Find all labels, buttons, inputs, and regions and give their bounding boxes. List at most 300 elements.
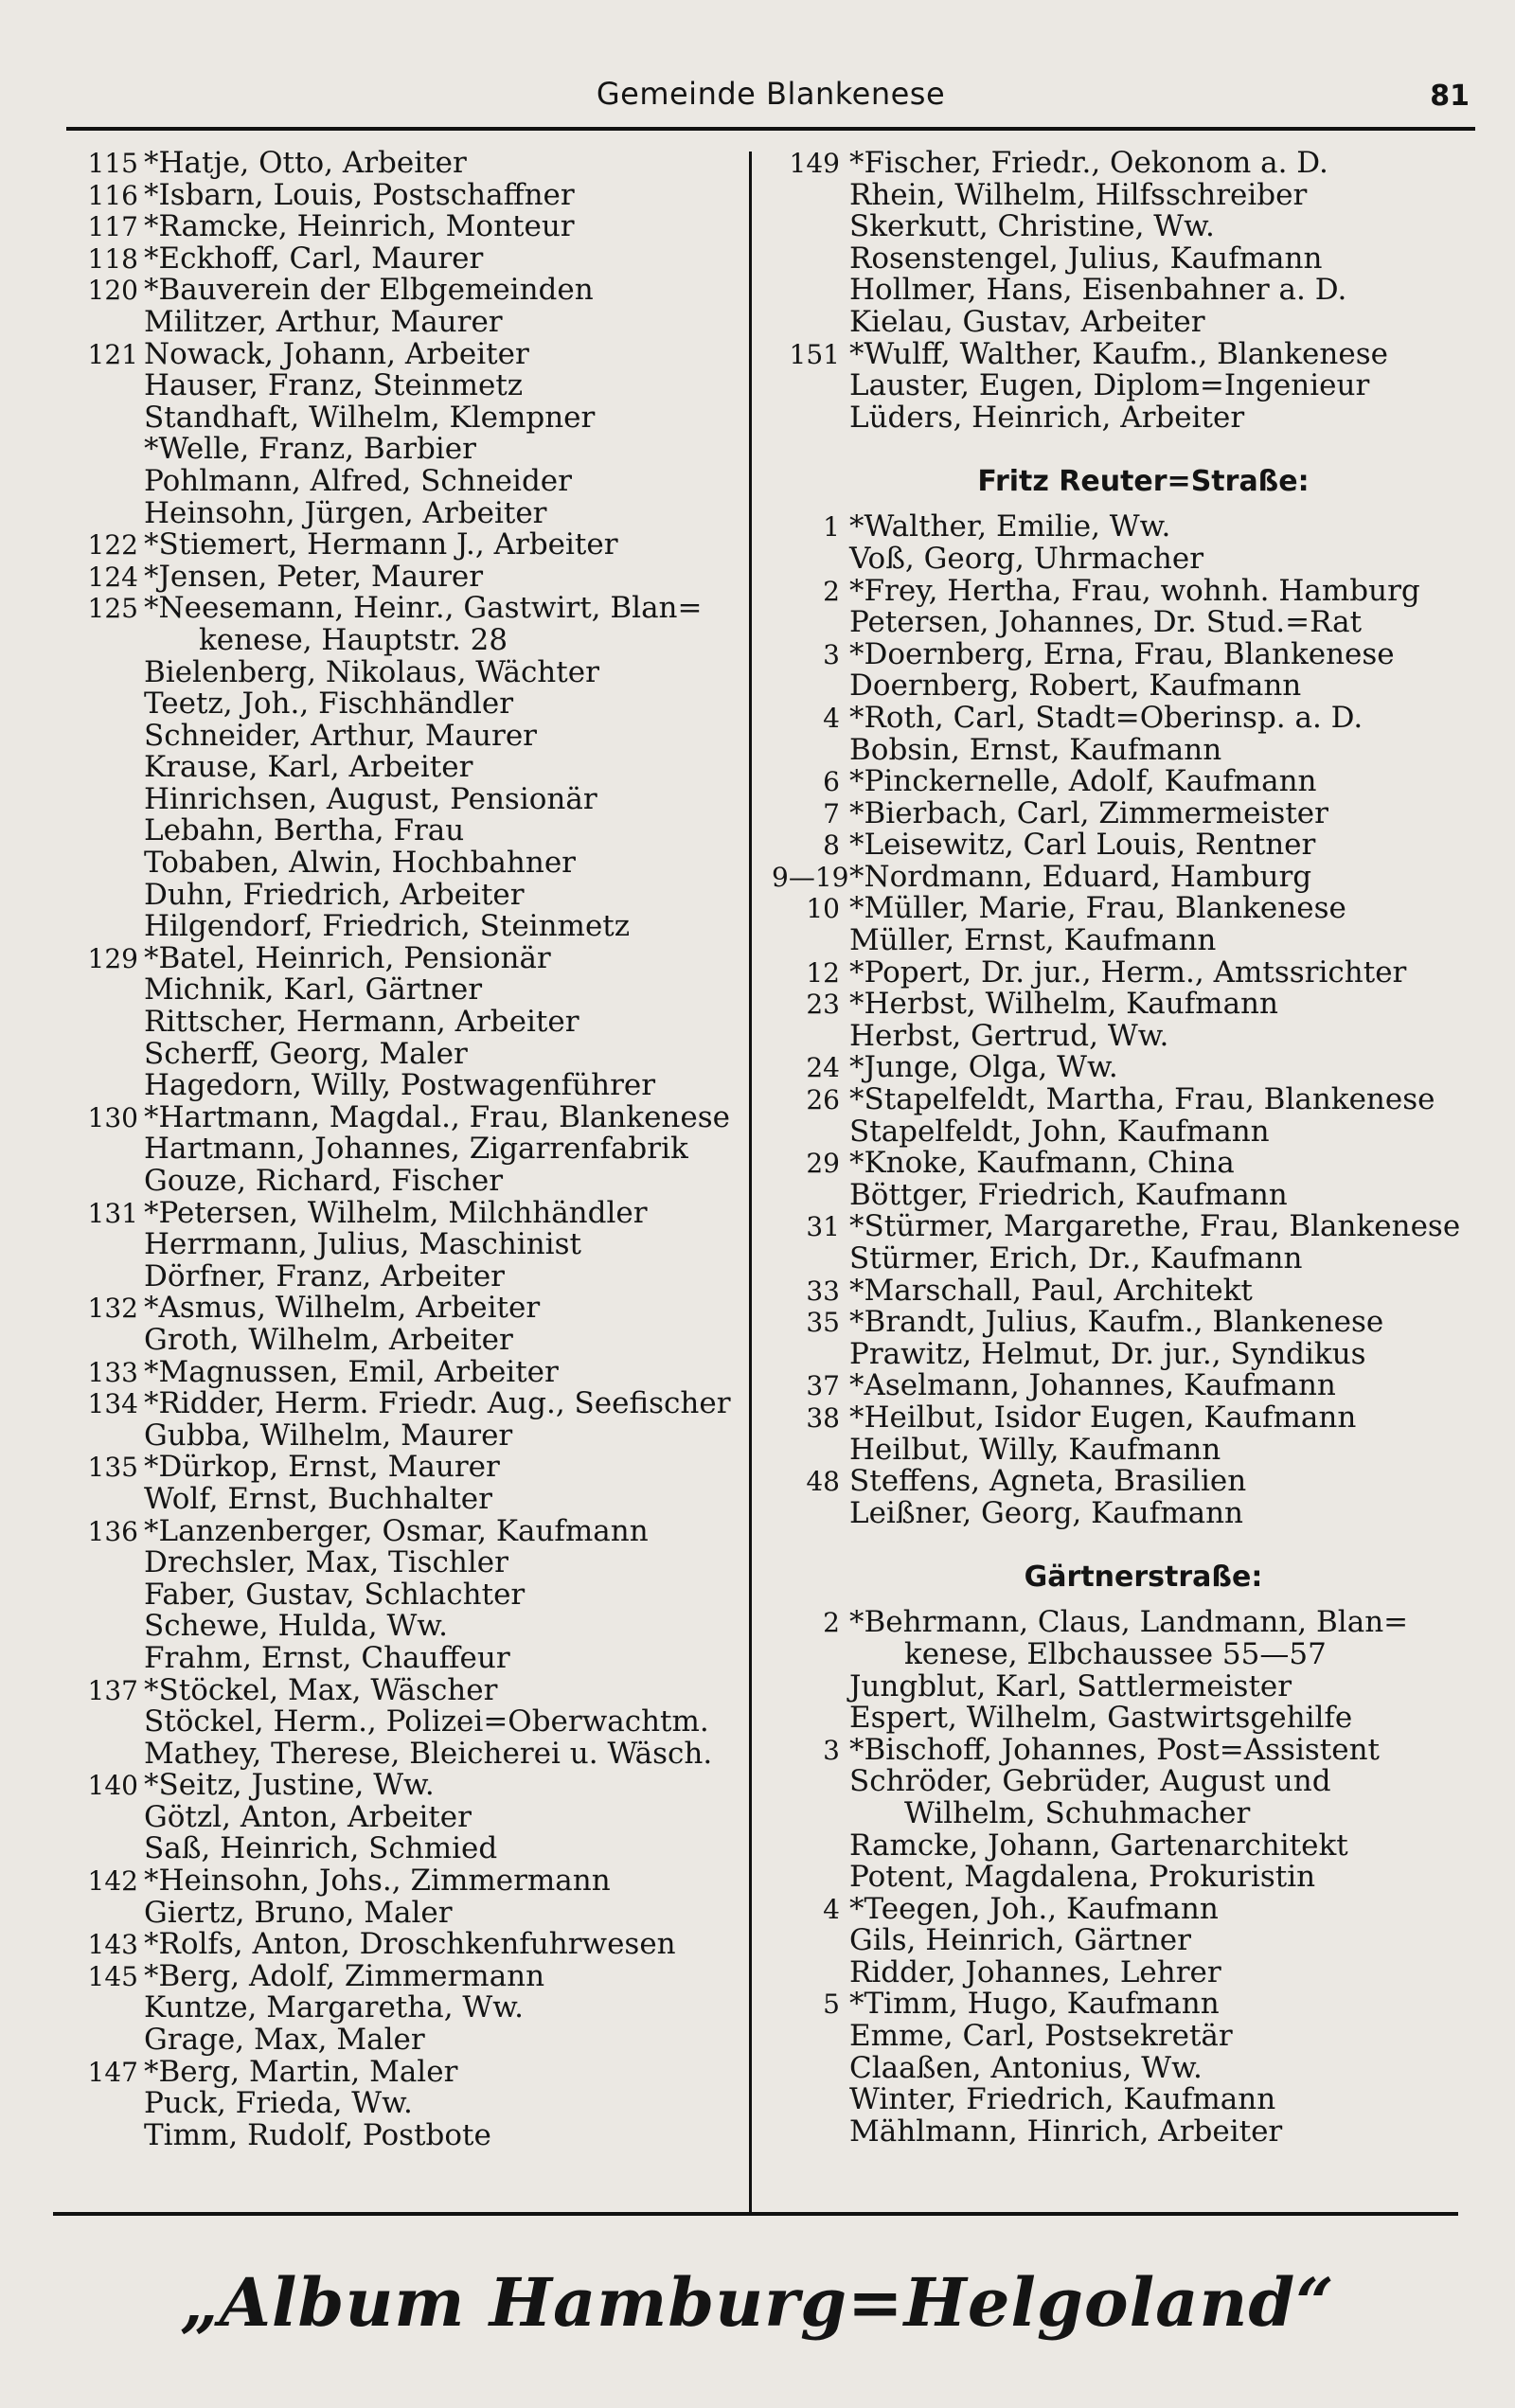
directory-entry <box>772 1795 1477 1830</box>
resident-entry: *Roth, Carl, Stadt=Oberinsp. a. D. <box>849 700 1364 735</box>
directory-entry <box>772 2084 1477 2116</box>
resident-entry: Militzer, Arthur, Maurer <box>144 304 503 339</box>
house-number: 136 <box>87 1515 138 1547</box>
directory-entry <box>772 1703 1477 1735</box>
directory-entry <box>68 911 736 943</box>
house-number: 129 <box>87 942 138 974</box>
resident-entry: *Seitz, Justine, Ww. <box>144 1768 435 1803</box>
directory-entry <box>68 1293 736 1325</box>
directory-entry <box>772 1432 1477 1467</box>
directory-entry <box>68 1799 736 1834</box>
resident-entry: *Magnussen, Emil, Arbeiter <box>144 1354 559 1389</box>
directory-entry <box>68 718 736 753</box>
directory-entry <box>68 211 736 243</box>
header-rule <box>66 127 1475 131</box>
resident-entry: Schewe, Hulda, Ww. <box>144 1609 449 1644</box>
column-divider <box>749 152 752 2214</box>
resident-entry: Rosenstengel, Julius, Kaufmann <box>849 241 1323 276</box>
resident-entry: Wolf, Ernst, Buchhalter <box>144 1481 492 1516</box>
resident-entry: Pohlmann, Alfred, Schneider <box>144 463 572 498</box>
house-number: 125 <box>87 593 138 625</box>
house-number: 10 <box>806 893 840 925</box>
directory-entry <box>68 1166 736 1198</box>
house-number: 4 <box>823 702 840 734</box>
resident-entry: *Stapelfeldt, Martha, Frau, Blankenese <box>849 1082 1435 1117</box>
directory-entry <box>68 974 736 1007</box>
resident-entry: *Walther, Emilie, Ww. <box>849 509 1171 544</box>
resident-entry: Gouze, Richard, Fischer <box>144 1164 504 1198</box>
resident-entry: Jungblut, Karl, Sattlermeister <box>849 1668 1292 1703</box>
house-number: 124 <box>87 561 138 593</box>
resident-entry: *Aselmann, Johannes, Kaufmann <box>849 1368 1336 1403</box>
resident-entry: *Müller, Marie, Frau, Blankenese <box>849 891 1346 926</box>
resident-entry: Groth, Wilhelm, Arbeiter <box>144 1322 513 1357</box>
house-number: 1 <box>823 511 840 544</box>
house-number: 5 <box>823 1989 840 2021</box>
directory-entry <box>68 1579 736 1612</box>
directory-entry <box>772 243 1477 276</box>
footer-rule <box>53 2212 1458 2216</box>
resident-entry: Lüders, Heinrich, Arbeiter <box>849 400 1245 435</box>
directory-entry <box>68 1513 736 1548</box>
house-number: 135 <box>87 1452 138 1484</box>
directory-entry <box>68 1611 736 1643</box>
resident-entry: *Behrmann, Claus, Landmann, Blan= <box>849 1605 1409 1640</box>
house-number: 2 <box>823 1607 840 1639</box>
street-heading: Fritz Reuter=Straße: <box>977 465 1310 499</box>
directory-entry <box>68 2054 736 2089</box>
resident-entry: Frahm, Ernst, Chauffeur <box>144 1640 510 1675</box>
house-number: 134 <box>87 1388 138 1420</box>
directory-entry <box>772 1243 1477 1275</box>
directory-entry <box>772 893 1477 925</box>
directory-entry <box>772 732 1477 767</box>
house-number: 8 <box>823 829 840 862</box>
directory-entry <box>68 1195 736 1230</box>
directory-entry <box>772 2021 1477 2053</box>
directory-entry <box>772 795 1477 830</box>
directory-entry <box>772 177 1477 212</box>
directory-entry <box>68 148 736 180</box>
resident-entry: Hollmer, Hans, Eisenbahner a. D. <box>849 273 1347 308</box>
resident-entry: Hagedorn, Willy, Postwagenführer <box>144 1068 656 1103</box>
directory-entry <box>68 1099 736 1134</box>
resident-entry: Scherff, Georg, Maler <box>144 1036 468 1071</box>
house-number: 120 <box>87 275 138 307</box>
directory-entry <box>68 1322 736 1357</box>
house-number: 48 <box>806 1466 840 1498</box>
directory-entry <box>772 402 1477 435</box>
resident-entry: *Hatje, Otto, Arbeiter <box>144 146 467 180</box>
resident-entry: Hinrichsen, August, Pensionär <box>144 781 597 816</box>
resident-entry: *Asmus, Wilhelm, Arbeiter <box>144 1291 541 1326</box>
house-number: 9—19 <box>772 861 849 893</box>
directory-entry <box>68 2025 736 2057</box>
resident-entry: Faber, Gustav, Schlachter <box>144 1577 526 1612</box>
directory-entry <box>68 434 736 466</box>
resident-entry: Stöckel, Herm., Polizei=Oberwachtm. <box>144 1704 709 1739</box>
directory-entry <box>68 593 736 625</box>
directory-entry <box>68 495 736 530</box>
resident-entry: Bielenberg, Nikolaus, Wächter <box>144 654 599 689</box>
resident-entry: Kuntze, Margaretha, Ww. <box>144 1990 524 2025</box>
directory-entry <box>68 1452 736 1484</box>
house-number: 12 <box>806 956 840 989</box>
directory-entry <box>772 1989 1477 2021</box>
directory-entry <box>68 1736 736 1771</box>
resident-entry: kenese, Hauptstr. 28 <box>199 622 508 657</box>
resident-entry: Potent, Magdalena, Prokuristin <box>849 1860 1316 1895</box>
resident-entry: Hilgendorf, Friedrich, Steinmetz <box>144 909 631 944</box>
resident-entry: Saß, Heinrich, Schmied <box>144 1831 498 1866</box>
resident-entry: *Hartmann, Magdal., Frau, Blankenese <box>144 1099 731 1134</box>
directory-entry <box>772 766 1477 798</box>
directory-entry <box>772 1177 1477 1212</box>
resident-entry: Schröder, Gebrüder, August und <box>849 1764 1331 1799</box>
house-number: 31 <box>806 1211 840 1243</box>
resident-entry: *Berg, Adolf, Zimmermann <box>144 1958 545 1993</box>
resident-entry: *Heinsohn, Johs., Zimmermann <box>144 1864 611 1899</box>
directory-entry <box>772 1830 1477 1863</box>
page-number: 81 <box>1430 80 1470 113</box>
directory-entry <box>68 1388 736 1420</box>
directory-entry <box>68 243 736 276</box>
directory-entry <box>68 2117 736 2152</box>
directory-entry <box>772 1862 1477 1894</box>
directory-entry <box>68 1481 736 1516</box>
directory-entry <box>68 1833 736 1865</box>
directory-entry <box>68 559 736 594</box>
resident-entry: Rhein, Wilhelm, Hilfsschreiber <box>849 177 1308 212</box>
house-number: 35 <box>806 1307 840 1339</box>
house-number: 145 <box>87 1960 138 1992</box>
right-column <box>772 148 1477 2148</box>
resident-entry: kenese, Elbchaussee 55—57 <box>904 1636 1327 1671</box>
house-number: 131 <box>87 1197 138 1229</box>
resident-entry: Hauser, Franz, Steinmetz <box>144 368 524 403</box>
house-number: 118 <box>87 242 138 275</box>
directory-entry <box>772 636 1477 671</box>
directory-entry <box>68 1770 736 1802</box>
resident-entry: *Timm, Hugo, Kaufmann <box>849 1987 1220 2022</box>
street-heading: Gärtnerstraße: <box>1024 1561 1263 1595</box>
house-number: 116 <box>87 179 138 211</box>
house-number: 130 <box>87 1101 138 1133</box>
resident-entry: *Eckhoff, Carl, Maurer <box>144 241 484 276</box>
resident-entry: Standhaft, Wilhelm, Klempner <box>144 400 596 435</box>
resident-entry: Heilbut, Willy, Kaufmann <box>849 1432 1221 1467</box>
resident-entry: Lebahn, Bertha, Frau <box>144 813 465 848</box>
directory-entry <box>772 1668 1477 1703</box>
directory-entry <box>772 1495 1477 1530</box>
directory-entry <box>68 1354 736 1389</box>
resident-entry: *Wulff, Walther, Kaufm., Blankenese <box>849 336 1388 371</box>
house-number: 29 <box>806 1148 840 1180</box>
resident-entry: *Herbst, Wilhelm, Kaufmann <box>849 987 1278 1022</box>
directory-entry <box>68 463 736 498</box>
directory-entry <box>772 2050 1477 2085</box>
resident-entry: Stürmer, Erich, Dr., Kaufmann <box>849 1241 1303 1275</box>
resident-entry: *Heilbut, Isidor Eugen, Kaufmann <box>849 1400 1357 1435</box>
resident-entry: Müller, Ernst, Kaufmann <box>849 923 1217 958</box>
directory-entry <box>68 402 736 435</box>
resident-entry: Drechsler, Max, Tischler <box>144 1545 508 1580</box>
directory-entry <box>772 859 1477 894</box>
directory-entry <box>68 688 736 721</box>
resident-entry: *Neesemann, Heinr., Gastwirt, Blan= <box>144 591 703 626</box>
resident-entry: *Bierbach, Carl, Zimmermeister <box>849 795 1328 830</box>
house-number: 38 <box>806 1401 840 1434</box>
directory-entry <box>772 700 1477 735</box>
resident-entry: Dörfner, Franz, Arbeiter <box>144 1258 505 1293</box>
resident-entry: Mathey, Therese, Bleicherei u. Wäsch. <box>144 1736 713 1771</box>
resident-entry: Ridder, Johannes, Lehrer <box>849 1954 1221 1989</box>
directory-entry <box>772 573 1477 608</box>
directory-entry <box>772 1211 1477 1243</box>
resident-entry: *Teegen, Joh., Kaufmann <box>849 1891 1219 1926</box>
resident-entry: Doernberg, Robert, Kaufmann <box>849 669 1302 704</box>
directory-entry <box>772 336 1477 371</box>
directory-entry <box>68 1706 736 1739</box>
resident-entry: Heinsohn, Jürgen, Arbeiter <box>144 495 547 530</box>
house-number: 142 <box>87 1865 138 1898</box>
directory-entry <box>68 1929 736 1961</box>
page-title: Gemeinde Blankenese <box>596 76 946 112</box>
directory-entry <box>772 1891 1477 1926</box>
directory-entry <box>68 1547 736 1579</box>
house-number: 151 <box>789 338 840 370</box>
resident-entry: Michnik, Karl, Gärtner <box>144 972 483 1008</box>
resident-entry: Petersen, Johannes, Dr. Stud.=Rat <box>849 605 1363 640</box>
directory-entry <box>772 1732 1477 1767</box>
directory-entry <box>772 607 1477 639</box>
directory-entry <box>68 1992 736 2025</box>
directory-entry <box>772 541 1477 576</box>
resident-entry: *Lanzenberger, Osmar, Kaufmann <box>144 1513 649 1548</box>
house-number: 137 <box>87 1674 138 1706</box>
house-number: 149 <box>789 148 840 179</box>
directory-entry <box>772 1116 1477 1149</box>
directory-entry <box>772 1925 1477 1957</box>
directory-entry <box>68 2088 736 2120</box>
resident-entry: Ramcke, Johann, Gartenarchitekt <box>849 1828 1348 1863</box>
directory-entry <box>68 622 736 657</box>
resident-entry: *Ramcke, Heinrich, Monteur <box>144 209 575 244</box>
resident-entry: *Rolfs, Anton, Droschkenfuhrwesen <box>144 1927 676 1962</box>
resident-entry: Stapelfeldt, John, Kaufmann <box>849 1114 1270 1149</box>
directory-entry <box>772 1402 1477 1435</box>
resident-entry: Skerkutt, Christine, Ww. <box>849 209 1215 244</box>
directory-entry <box>772 1018 1477 1053</box>
resident-entry: *Marschall, Paul, Architekt <box>849 1273 1253 1308</box>
resident-entry: *Fischer, Friedr., Oekonom a. D. <box>849 146 1328 180</box>
resident-entry: *Isbarn, Louis, Postschaffner <box>144 177 575 212</box>
directory-entry <box>68 1036 736 1071</box>
resident-entry: Emme, Carl, Postsekretär <box>849 2019 1233 2054</box>
directory-entry <box>772 1607 1477 1639</box>
directory-entry <box>68 1229 736 1261</box>
directory-entry <box>772 211 1477 243</box>
resident-entry: *Jensen, Peter, Maurer <box>144 559 484 594</box>
resident-entry: Hartmann, Johannes, Zigarrenfabrik <box>144 1132 688 1167</box>
resident-entry: Böttger, Friedrich, Kaufmann <box>849 1177 1288 1212</box>
directory-entry <box>68 1958 736 1993</box>
resident-entry: Puck, Frieda, Ww. <box>144 2086 413 2121</box>
resident-entry: Schneider, Arthur, Maurer <box>144 718 537 753</box>
directory-entry <box>68 815 736 847</box>
directory-entry <box>68 1258 736 1293</box>
house-number: 23 <box>806 989 840 1021</box>
house-number: 3 <box>823 1734 840 1766</box>
resident-entry: Claaßen, Antonius, Ww. <box>849 2050 1203 2085</box>
house-number: 133 <box>87 1356 138 1388</box>
directory-entry <box>772 670 1477 703</box>
house-number: 37 <box>806 1370 840 1402</box>
directory-entry <box>68 847 736 880</box>
directory-entry <box>772 511 1477 544</box>
house-number: 147 <box>87 2056 138 2088</box>
resident-entry: *Junge, Olga, Ww. <box>849 1050 1118 1085</box>
resident-entry: Grage, Max, Maler <box>144 2023 425 2058</box>
resident-entry: *Welle, Franz, Barbier <box>144 432 476 467</box>
directory-entry <box>68 877 736 912</box>
directory-entry <box>772 275 1477 307</box>
resident-entry: *Leisewitz, Carl Louis, Rentner <box>849 828 1316 863</box>
directory-entry <box>772 370 1477 402</box>
resident-entry: Nowack, Johann, Arbeiter <box>144 336 529 371</box>
directory-entry <box>772 1954 1477 1989</box>
directory-entry <box>772 1148 1477 1180</box>
resident-entry: Wilhelm, Schuhmacher <box>904 1795 1251 1830</box>
house-number: 6 <box>823 766 840 798</box>
directory-entry <box>772 1275 1477 1308</box>
house-number: 140 <box>87 1770 138 1802</box>
resident-entry: *Pinckernelle, Adolf, Kaufmann <box>849 764 1317 799</box>
directory-entry <box>68 1865 736 1898</box>
directory-entry <box>68 304 736 339</box>
directory-entry <box>68 1070 736 1102</box>
house-number: 3 <box>823 638 840 670</box>
resident-entry: Krause, Karl, Arbeiter <box>144 750 473 785</box>
directory-entry <box>772 1636 1477 1671</box>
directory-entry <box>68 275 736 307</box>
resident-entry: *Popert, Dr. jur., Herm., Amtssrichter <box>849 954 1407 990</box>
directory-entry <box>68 177 736 212</box>
directory-entry <box>772 304 1477 339</box>
resident-entry: Winter, Friedrich, Kaufmann <box>849 2082 1276 2117</box>
house-number: 2 <box>823 575 840 607</box>
resident-entry: Mählmann, Hinrich, Arbeiter <box>849 2114 1283 2149</box>
resident-entry: Gils, Heinrich, Gärtner <box>849 1923 1191 1958</box>
house-number: 132 <box>87 1293 138 1325</box>
house-number: 121 <box>87 338 138 370</box>
directory-entry <box>68 752 736 784</box>
resident-entry: Gubba, Wilhelm, Maurer <box>144 1418 513 1453</box>
resident-entry: *Petersen, Wilhelm, Milchhändler <box>144 1195 648 1230</box>
resident-entry: *Stürmer, Margarethe, Frau, Blankenese <box>849 1209 1461 1244</box>
directory-entry <box>772 148 1477 180</box>
resident-entry: *Knoke, Kaufmann, China <box>849 1146 1235 1181</box>
directory-entry <box>68 1895 736 1930</box>
resident-entry: Lauster, Eugen, Diplom=Ingenieur <box>849 368 1370 403</box>
directory-entry <box>772 954 1477 990</box>
resident-entry: *Frey, Hertha, Frau, wohnh. Hamburg <box>849 573 1420 608</box>
directory-entry <box>68 336 736 371</box>
house-number: 122 <box>87 529 138 562</box>
directory-entry <box>772 1084 1477 1116</box>
resident-entry: *Bauverein der Elbgemeinden <box>144 273 594 308</box>
directory-entry <box>772 1052 1477 1084</box>
resident-entry: Götzl, Anton, Arbeiter <box>144 1799 472 1834</box>
house-number: 26 <box>806 1084 840 1116</box>
resident-entry: *Batel, Heinrich, Pensionär <box>144 940 551 975</box>
directory-entry <box>772 1370 1477 1402</box>
resident-entry: *Stiemert, Hermann J., Arbeiter <box>144 527 618 562</box>
directory-entry <box>772 1766 1477 1798</box>
resident-entry: Leißner, Georg, Kaufmann <box>849 1495 1244 1530</box>
directory-entry <box>772 925 1477 957</box>
resident-entry: *Bischoff, Johannes, Post=Assistent <box>849 1732 1381 1767</box>
resident-entry: Tobaben, Alwin, Hochbahner <box>144 846 576 881</box>
house-number: 143 <box>87 1929 138 1961</box>
house-number: 115 <box>87 148 138 179</box>
resident-entry: Duhn, Friedrich, Arbeiter <box>144 877 525 912</box>
resident-entry: Herrmann, Julius, Maschinist <box>144 1227 581 1262</box>
house-number: 117 <box>87 211 138 243</box>
directory-entry <box>68 1640 736 1675</box>
left-column <box>68 148 736 2151</box>
advertisement-banner: „Album Hamburg=Helgoland“ <box>180 2263 1335 2342</box>
resident-entry: Voß, Georg, Uhrmacher <box>849 541 1204 576</box>
resident-entry: *Brandt, Julius, Kaufm., Blankenese <box>849 1305 1384 1340</box>
resident-entry: *Doernberg, Erna, Frau, Blankenese <box>849 636 1395 671</box>
directory-entry <box>68 940 736 975</box>
house-number: 24 <box>806 1052 840 1084</box>
directory-entry <box>772 1466 1477 1498</box>
directory-entry <box>772 1307 1477 1339</box>
resident-entry: Teetz, Joh., Fischhändler <box>144 687 514 722</box>
page-header <box>66 72 1475 125</box>
directory-entry <box>772 829 1477 862</box>
resident-entry: *Dürkop, Ernst, Maurer <box>144 1450 500 1485</box>
resident-entry: Prawitz, Helmut, Dr. jur., Syndikus <box>849 1336 1366 1371</box>
directory-entry <box>68 781 736 816</box>
directory-entry <box>68 1133 736 1166</box>
directory-entry <box>68 1420 736 1453</box>
resident-entry: *Ridder, Herm. Friedr. Aug., Seefischer <box>144 1386 731 1421</box>
resident-entry: *Berg, Martin, Maler <box>144 2054 458 2089</box>
resident-entry: Bobsin, Ernst, Kaufmann <box>849 732 1222 767</box>
resident-entry: Steffens, Agneta, Brasilien <box>849 1464 1247 1499</box>
resident-entry: Giertz, Bruno, Maler <box>144 1895 453 1930</box>
resident-entry: Herbst, Gertrud, Ww. <box>849 1018 1169 1053</box>
resident-entry: *Nordmann, Eduard, Hamburg <box>849 859 1312 894</box>
directory-entry <box>68 529 736 562</box>
resident-entry: Espert, Wilhelm, Gastwirtsgehilfe <box>849 1701 1353 1736</box>
resident-entry: Rittscher, Hermann, Arbeiter <box>144 1005 579 1040</box>
directory-entry <box>772 2116 1477 2149</box>
directory-entry <box>68 1007 736 1039</box>
directory-entry <box>772 1336 1477 1371</box>
directory-entry <box>68 1672 736 1707</box>
house-number: 4 <box>823 1893 840 1925</box>
house-number: 7 <box>823 797 840 829</box>
house-number: 33 <box>806 1275 840 1307</box>
directory-entry <box>772 989 1477 1021</box>
resident-entry: Timm, Rudolf, Postbote <box>144 2117 491 2152</box>
resident-entry: *Stöckel, Max, Wäscher <box>144 1672 498 1707</box>
resident-entry: Kielau, Gustav, Arbeiter <box>849 304 1205 339</box>
